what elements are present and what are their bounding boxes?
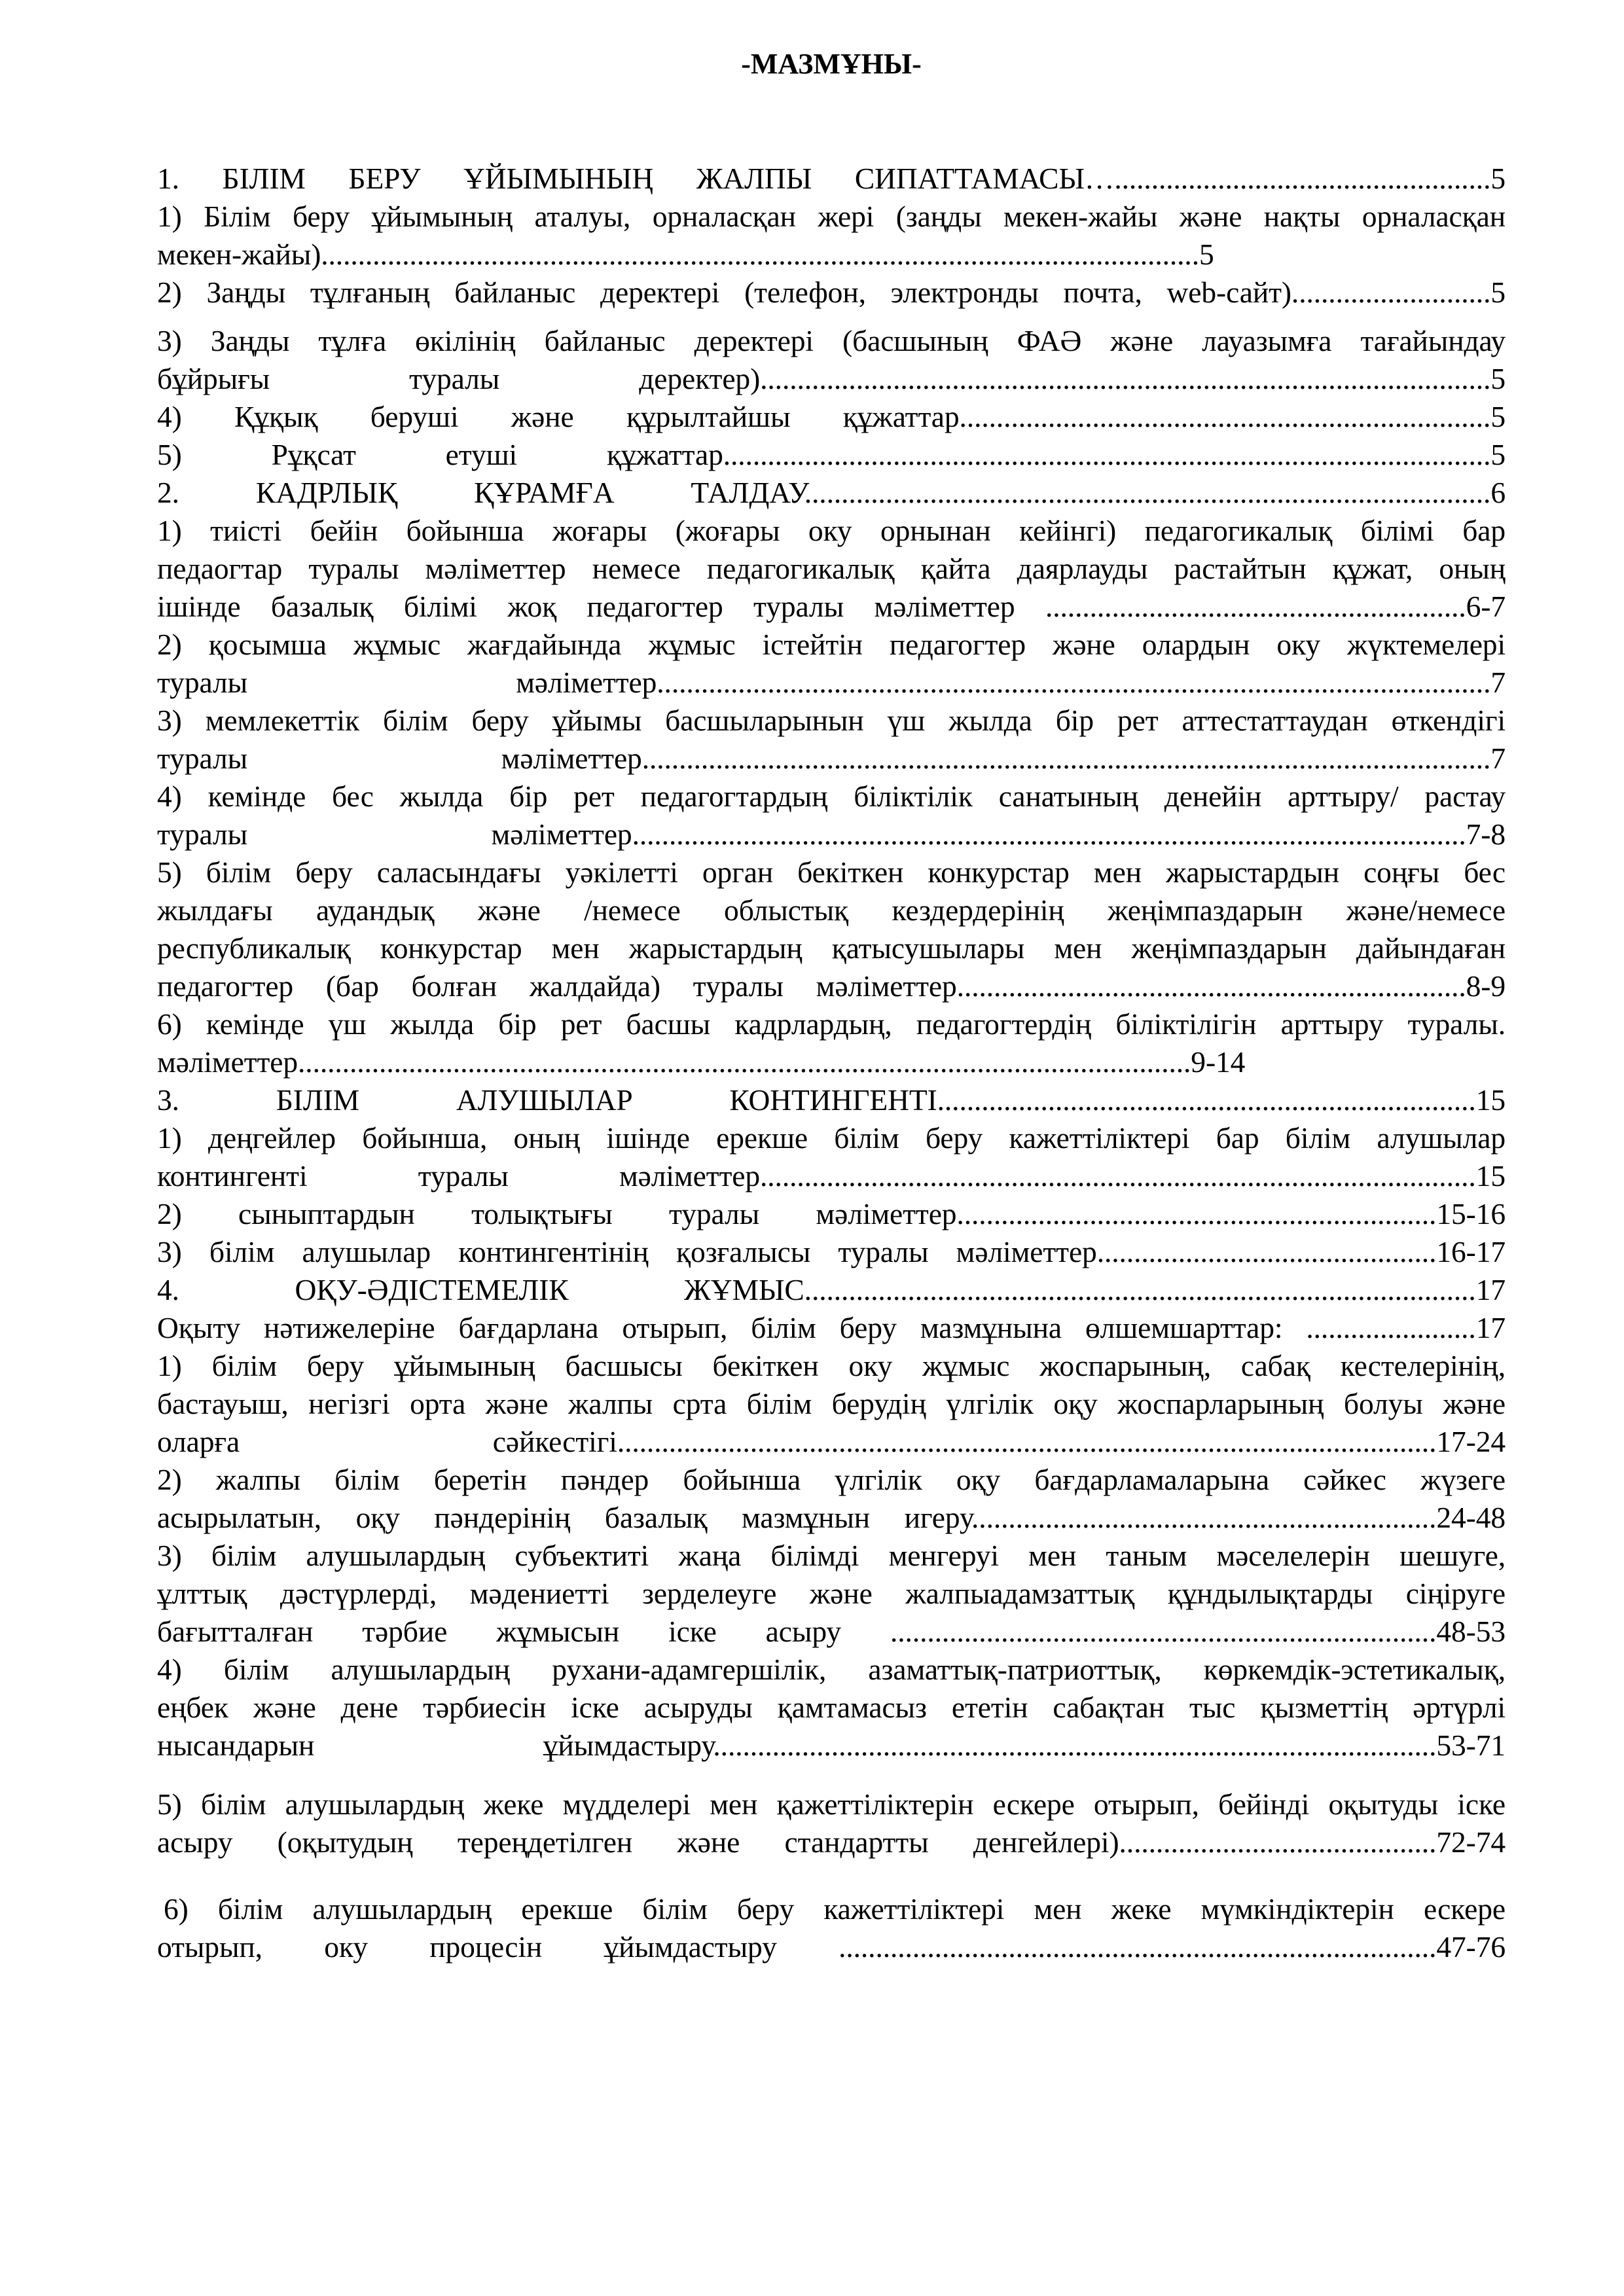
- toc-entry-line: педагогтер (бар болған жалдайда) туралы мәліметтер.....................................................................8-9: [157, 969, 1506, 1003]
- toc-entry-line: 2) жалпы білім беретін пәндер бойынша үлгілік оқу бағдарламаларына сәйкес жүзеге: [157, 1463, 1506, 1496]
- toc-entry-3-3: 3) білім алушылар контингентінің қозғалысы туралы мәліметтер..............................................16-17: [157, 1235, 1506, 1268]
- toc-entry-2-4: [157, 778, 1506, 853]
- toc-entry-4-5: [157, 1785, 1506, 1861]
- toc-entry-line: мекен-жайы).......................................................................................................................5: [157, 238, 1214, 271]
- toc-entry-4-1: [157, 1347, 1506, 1461]
- toc-entry-4-criteria: Оқыту нәтижелеріне бағдарлана отырып, білім беру мазмұнына өлшемшарттар: .......................17: [157, 1311, 1506, 1344]
- toc-entry-line: 2) қосымша жұмыс жағдайында жұмыс істейтін педагогтер және олардын оку жүктемелері: [157, 628, 1506, 661]
- toc-entry-line: 3) Заңды тұлға өкілінің байланыс деректері (басшының ФАӘ және лауазымға тағайындау: [157, 324, 1506, 357]
- toc-entry-2-6: [157, 1005, 1506, 1081]
- toc-section-2: 2. КАДРЛЫҚ ҚҰРАМҒА ТАЛДАУ.............................................................................................6: [157, 476, 1506, 509]
- toc-entry-line: 6) білім алушылардың ерекше білім беру кажеттіліктері мен жеке мүмкіндіктерін ескере: [164, 1892, 1506, 1926]
- toc-entry-line: 1) Білім беру ұйымының аталуы, орналасқан жері (заңды мекен-жайы және нақты орналасқан: [157, 200, 1506, 233]
- toc-entry-1-4: 4) Құқық беруші және құрылтайшы құжаттар........................................................................5: [157, 400, 1506, 433]
- toc-entry-1-5: 5) Рұқсат етуші құжаттар........................................................................................................5: [157, 438, 1506, 471]
- toc-entry-line: отырып, оку процесін ұйымдастыру .................................................................................47-76: [157, 1930, 1506, 1964]
- toc-section-4: 4. ОҚУ-ӘДІСТЕМЕЛІК ЖҰМЫС...........................................................................................17: [157, 1273, 1506, 1306]
- document-page: [157, 46, 1506, 1966]
- toc-entry-1-2: 2) Заңды тұлғаның байланыс деректері (телефон, электронды почта, web-сайт)...........................5: [157, 276, 1506, 309]
- toc-entry-line: жылдағы аудандық және /немесе облыстық кездердерінің жеңімпаздарын және/немесе: [157, 893, 1506, 927]
- toc-entry-line: контингенті туралы мәліметтер.................................................................................................15: [157, 1159, 1506, 1193]
- toc-entry-line: республикалық конкурстар мен жарыстардың қатысушылары мен жеңімпаздарын дайындаған: [157, 931, 1506, 965]
- toc-entry-line: 1) білім беру ұйымының басшысы бекіткен оку жұмыс жоспарының, сабақ кестелерінің,: [157, 1349, 1506, 1382]
- toc-entry-line: туралы мәліметтер...................................................................................................................7: [157, 742, 1506, 775]
- toc-entry-line: оларға сәйкестігі...............................................................................................................17-24: [157, 1425, 1506, 1458]
- toc-entry-4-4: [157, 1651, 1506, 1765]
- toc-entry-line: туралы мәліметтер.................................................................................................................7: [157, 666, 1506, 699]
- toc-entry-line: бұйрығы туралы деректер)...................................................................................................5: [157, 362, 1506, 395]
- toc-entry-1-1: [157, 198, 1506, 274]
- toc-entry-line: ішінде базалық білімі жоқ педагогтер туралы мәліметтер .........................................................6-7: [157, 590, 1506, 623]
- toc-entry-4-3: [157, 1537, 1506, 1651]
- toc-entry-2-2: [157, 626, 1506, 702]
- toc-entry-1-3: [157, 322, 1506, 398]
- toc-entry-line: педаогтар туралы мәліметтер немесе педагогикалық қайта даярлауды растайтын құжат, оның: [157, 552, 1506, 585]
- toc-entry-line: асыру (оқытудың тереңдетілген және стандартты денгейлері)...........................................72-74: [157, 1825, 1506, 1859]
- toc-entry-line: 3) білім алушылардың субъектиті жаңа білімді менгеруі мен таным мәселелерін шешуге,: [157, 1539, 1506, 1572]
- toc-entry-line: асырылатын, оқу пәндерінің базалық мазмұнын игеру...............................................................24-48: [157, 1501, 1506, 1534]
- toc-entry-line: 1) тиісті бейін бойынша жоғары (жоғары оку орнынан кейінгі) педагогикалық білімі бар: [157, 514, 1506, 547]
- toc-entry-line: мәліметтер.........................................................................................................................9-14: [157, 1045, 1246, 1079]
- toc-entry-2-3: [157, 702, 1506, 778]
- toc-entry-line: нысандарын ұйымдастыру..................................................................................................53-71: [157, 1729, 1506, 1762]
- toc-entry-line: туралы мәліметтер.................................................................................................................7-8: [157, 817, 1506, 851]
- toc-entry-line: 5) білім алушылардың жеке мүдделері мен қажеттіліктерін ескере отырып, бейінді оқытуды іске: [157, 1787, 1506, 1821]
- toc-section-1: 1. БІЛІМ БЕРУ ҰЙЫМЫНЫҢ ЖАЛПЫ СИПАТТАМАСЫ…...................................................5: [157, 162, 1506, 195]
- toc-section-3: 3. БІЛІМ АЛУШЫЛАР КОНТИНГЕНТІ.........................................................................15: [157, 1083, 1506, 1117]
- toc-entry-3-1: [157, 1119, 1506, 1195]
- toc-entry-3-2: 2) сыныптардын толықтығы туралы мәліметтер.................................................................15-16: [157, 1197, 1506, 1230]
- toc-entry-line: 5) білім беру саласындағы уәкілетті орган бекіткен конкурстар мен жарыстардын соңғы бес: [157, 855, 1506, 889]
- toc-entry-2-5: [157, 853, 1506, 1005]
- toc-entry-line: 4) білім алушылардың рухани-адамгершілік, азаматтық-патриоттық, көркемдік-эстетикалық,: [157, 1653, 1506, 1686]
- toc-entry-line: 6) кемінде үш жылда бір рет басшы кадрлардың, педагогтердің біліктілігін арттыру туралы.: [157, 1007, 1506, 1041]
- toc-entry-4-6: [157, 1890, 1506, 1966]
- toc-entry-4-2: [157, 1461, 1506, 1537]
- toc-entry-line: еңбек және дене тәрбиесін іске асыруды қамтамасыз ететін сабақтан тыс қызметтің әртүрлі: [157, 1691, 1506, 1724]
- toc-entry-2-1: [157, 512, 1506, 626]
- toc-entry-line: 1) деңгейлер бойынша, оның ішінде ерекше білім беру кажеттіліктері бар білім алушылар: [157, 1121, 1506, 1155]
- toc-entry-line: бастауыш, негізгі орта және жалпы срта білім берудің үлгілік оқу жоспарларының болуы және: [157, 1387, 1506, 1420]
- toc-entry-line: ұлттық дәстүрлерді, мәдениетті зерделеуге және жалпыадамзаттық құндылықтарды сіңіруге: [157, 1577, 1506, 1610]
- toc-entry-line: бағытталған тәрбие жұмысын іске асыру ..........................................................................48-53: [157, 1615, 1506, 1648]
- toc-entry-line: 3) мемлекеттік білім беру ұйымы басшыларынын үш жылда бір рет аттестаттаудан өткендігі: [157, 704, 1506, 737]
- document-title: -МАЗМҰНЫ-: [741, 48, 922, 80]
- toc-entry-line: 4) кемінде бес жылда бір рет педагогтардың біліктілік санатының денейін арттыру/ растау: [157, 780, 1506, 813]
